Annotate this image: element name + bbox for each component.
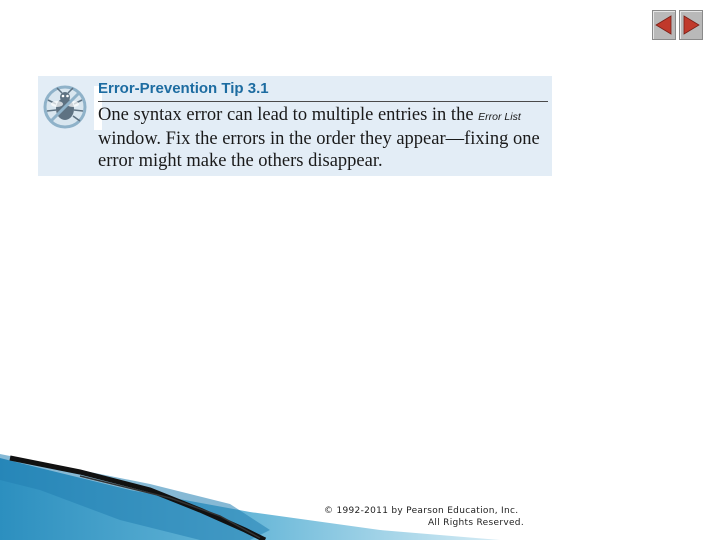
triangle-right-icon bbox=[682, 15, 700, 35]
next-slide-button[interactable] bbox=[679, 10, 703, 40]
copyright-notice bbox=[324, 505, 524, 529]
tip-body bbox=[98, 104, 550, 172]
tip-icon-container bbox=[38, 83, 92, 131]
tip-text-before: One syntax error can lead to multiple entries in the bbox=[98, 105, 479, 125]
tip-text-after: window. Fix the errors in the order they appear—fixing one error might make the others disappear. bbox=[98, 129, 540, 171]
tip-code-term: Error List bbox=[478, 111, 521, 123]
previous-slide-button[interactable] bbox=[652, 10, 676, 40]
bug-icon bbox=[42, 84, 88, 130]
tip-title-rule bbox=[98, 101, 548, 102]
triangle-left-icon bbox=[655, 15, 673, 35]
copyright-line: © 1992-2011 by Pearson Education, Inc. bbox=[324, 506, 519, 516]
error-prevention-tip bbox=[38, 76, 552, 176]
rights-line: All Rights Reserved. bbox=[427, 518, 524, 528]
slide-navigation bbox=[652, 10, 703, 40]
tip-title: Error-Prevention Tip 3.1 bbox=[98, 80, 269, 97]
